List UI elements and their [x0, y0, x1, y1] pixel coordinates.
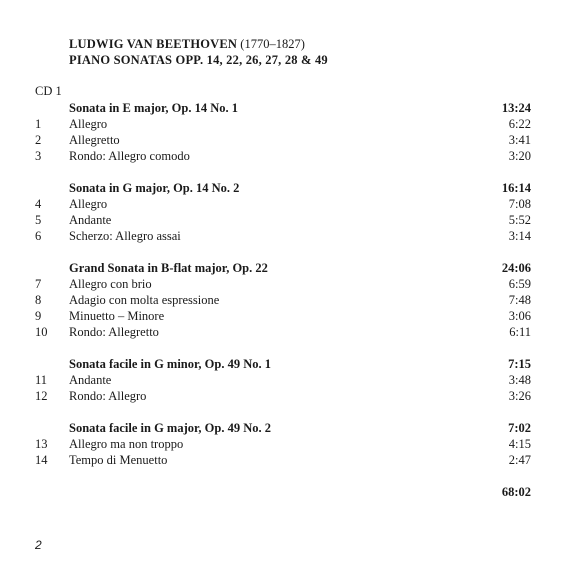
track-duration: 6:22	[508, 117, 531, 131]
sonata-title: Grand Sonata in B-flat major, Op. 22	[69, 261, 268, 275]
track-title: Allegretto	[69, 133, 120, 147]
track-title: Tempo di Menuetto	[69, 453, 168, 467]
sonata-heading	[0, 260, 568, 276]
track-number: 1	[35, 117, 42, 131]
booklet-header	[69, 36, 328, 68]
track-duration: 2:47	[508, 453, 531, 467]
track-row	[0, 212, 568, 228]
track-title: Andante	[69, 213, 112, 227]
track-row	[0, 292, 568, 308]
track-number: 13	[35, 437, 48, 451]
composer-years: (1770–1827)	[240, 37, 305, 51]
sonata-duration: 13:24	[501, 101, 531, 115]
track-title: Allegro	[69, 117, 108, 131]
track-row	[0, 116, 568, 132]
album-title: PIANO SONATAS OPP. 14, 22, 26, 27, 28 & 49	[69, 53, 328, 67]
sonata-duration: 7:15	[508, 357, 531, 371]
sonata-title: Sonata in G major, Op. 14 No. 2	[69, 181, 240, 195]
total-row	[0, 484, 568, 500]
track-title: Adagio con molta espressione	[69, 293, 220, 307]
track-number: 12	[35, 389, 48, 403]
track-duration: 3:26	[508, 389, 531, 403]
track-title: Allegro	[69, 197, 108, 211]
track-number: 6	[35, 229, 42, 243]
track-duration: 7:08	[508, 197, 531, 211]
track-title: Rondo: Allegro comodo	[69, 149, 190, 163]
track-duration: 4:15	[508, 437, 531, 451]
track-row	[0, 148, 568, 164]
track-duration: 5:52	[508, 213, 531, 227]
track-number: 4	[35, 197, 42, 211]
sonata-duration: 24:06	[501, 261, 531, 275]
sonata-heading	[0, 100, 568, 116]
page-number: 2	[35, 538, 42, 552]
track-duration: 3:14	[508, 229, 531, 243]
track-duration: 3:48	[508, 373, 531, 387]
sonata-title: Sonata facile in G major, Op. 49 No. 2	[69, 421, 271, 435]
track-row	[0, 436, 568, 452]
track-row	[0, 452, 568, 468]
track-number: 3	[35, 149, 42, 163]
track-row	[0, 308, 568, 324]
track-row	[0, 228, 568, 244]
track-row	[0, 324, 568, 340]
cd-label: CD 1	[35, 84, 62, 98]
track-number: 11	[35, 373, 48, 387]
sonata-title: Sonata in E major, Op. 14 No. 1	[69, 101, 239, 115]
track-number: 14	[35, 453, 48, 467]
track-duration: 6:59	[508, 277, 531, 291]
total-duration: 68:02	[501, 485, 531, 499]
track-title: Rondo: Allegro	[69, 389, 147, 403]
composer-name: LUDWIG VAN BEETHOVEN	[69, 37, 238, 51]
sonata-heading	[0, 180, 568, 196]
track-duration: 3:06	[508, 309, 531, 323]
track-number: 7	[35, 277, 42, 291]
sonata-title: Sonata facile in G minor, Op. 49 No. 1	[69, 357, 271, 371]
track-row	[0, 276, 568, 292]
track-title: Rondo: Allegretto	[69, 325, 159, 339]
track-row	[0, 372, 568, 388]
track-row	[0, 132, 568, 148]
track-title: Scherzo: Allegro assai	[69, 229, 181, 243]
track-duration: 3:20	[508, 149, 531, 163]
sonata-heading	[0, 420, 568, 436]
track-title: Andante	[69, 373, 112, 387]
track-number: 2	[35, 133, 42, 147]
sonata-duration: 7:02	[508, 421, 531, 435]
sonata-heading	[0, 356, 568, 372]
track-title: Allegro ma non troppo	[69, 437, 184, 451]
track-number: 5	[35, 213, 42, 227]
track-title: Allegro con brio	[69, 277, 152, 291]
header-line-composer	[69, 36, 328, 52]
track-title: Minuetto – Minore	[69, 309, 165, 323]
track-number: 9	[35, 309, 42, 323]
track-number: 10	[35, 325, 48, 339]
track-duration: 6:11	[509, 325, 531, 339]
track-duration: 3:41	[508, 133, 531, 147]
sonata-duration: 16:14	[501, 181, 531, 195]
track-row	[0, 388, 568, 404]
track-duration: 7:48	[508, 293, 531, 307]
track-row	[0, 196, 568, 212]
track-number: 8	[35, 293, 42, 307]
